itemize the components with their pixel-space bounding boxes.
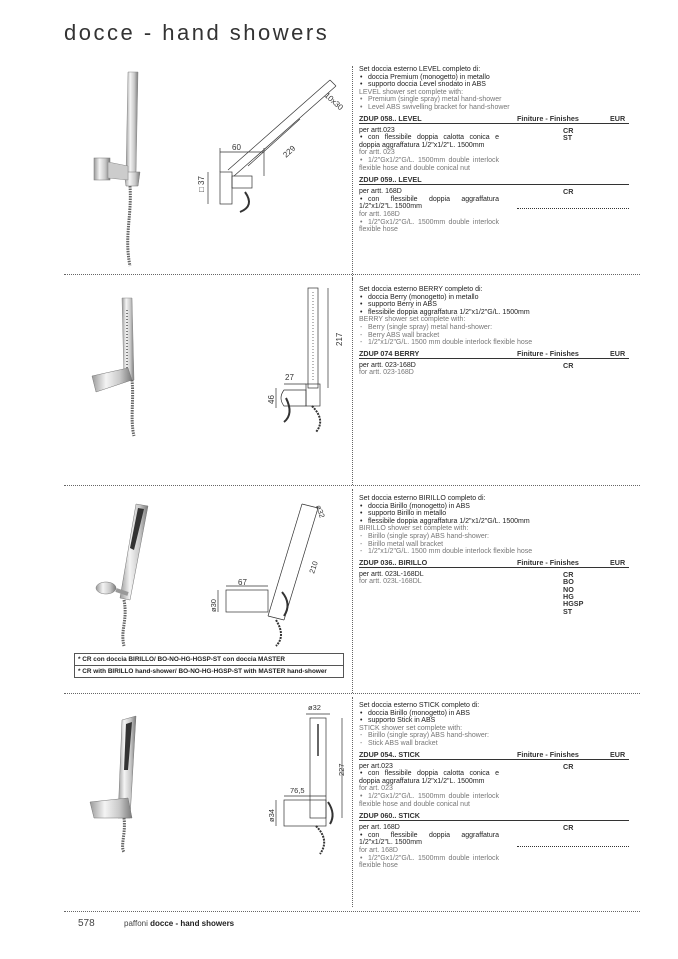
finish-codes xyxy=(563,188,573,195)
product-for-it: per art. 168D xyxy=(359,824,400,832)
page-title: docce - hand showers xyxy=(64,20,330,45)
finishes-label: Finiture - Finishes xyxy=(517,557,579,567)
list-item: - Birillo (single spray) ABS hand-shower: xyxy=(359,732,629,740)
finish-codes xyxy=(563,362,573,369)
berry-technical-drawing xyxy=(276,288,328,432)
product-desc-en: • 1/2"Gx1/2"G/L. 1500mm double interlock flexible hose and double conical nut xyxy=(359,793,499,808)
list-item: - Stick ABS wall bracket xyxy=(359,740,629,748)
level-dim-width: 10x30 xyxy=(322,90,345,113)
level-product-photo xyxy=(94,72,140,266)
birillo-note-en: * CR with BIRILLO hand-shower/ BO-NO-HG-HGSP-ST with MASTER hand-shower xyxy=(75,665,343,677)
list-item: - Birillo (single spray) ABS hand-shower: xyxy=(359,533,629,541)
product-for-it: per artt. 023-168D xyxy=(359,361,416,369)
finishes-label: Finiture - Finishes xyxy=(517,113,579,123)
birillo-en-title: BIRILLO shower set complete with: xyxy=(359,525,469,533)
finish-code: CR xyxy=(563,125,574,135)
product-code: ZDUP 074 BERRY xyxy=(359,348,420,358)
finish-code: ST xyxy=(563,606,573,616)
list-item: • doccia Berry (monogetto) in metallo xyxy=(359,294,629,302)
product-for-en: for artt. 023L-168DL xyxy=(359,578,422,586)
stick-product-header xyxy=(359,812,629,821)
product-row xyxy=(359,569,629,616)
stick-dim-length: 227 xyxy=(337,763,346,776)
product-for-it: per art.023 xyxy=(359,762,393,770)
section-divider xyxy=(64,485,640,486)
level-it-title: Set doccia esterno LEVEL completo di: xyxy=(359,66,481,73)
product-row xyxy=(359,127,629,173)
product-desc-it: • con flessibile doppia calotta conica e doppia aggraffatura 1/2"x1/2"L. 1500mm xyxy=(359,134,499,149)
product-for-en: for art. 168D xyxy=(359,846,398,854)
list-item: - 1/2"x1/2"G/L. 1500 mm double interlock flexible hose xyxy=(359,339,629,347)
product-row xyxy=(359,763,629,809)
birillo-description xyxy=(359,495,629,616)
finish-codes xyxy=(563,571,583,615)
list-item: • doccia Birillo (monogetto) in ABS xyxy=(359,710,629,718)
finish-code: ST xyxy=(563,132,573,142)
product-for-en: for artt. 168D xyxy=(359,210,400,218)
birillo-dim-base: ø30 xyxy=(209,599,218,612)
product-code: ZDUP 036.. BIRILLO xyxy=(359,557,428,567)
stick-product-header xyxy=(359,751,629,760)
level-dim-base: □ 37 xyxy=(197,176,206,192)
finish-codes xyxy=(563,127,573,142)
product-code: ZDUP 060.. STICK xyxy=(359,811,420,821)
list-item: • supporto Birillo in metallo xyxy=(359,510,629,518)
birillo-drawing xyxy=(80,490,350,650)
birillo-note-box xyxy=(74,653,344,678)
product-row xyxy=(359,824,629,870)
level-en-title: LEVEL shower set complete with: xyxy=(359,88,464,96)
finishes-label: Finiture - Finishes xyxy=(517,348,579,358)
footer-section: docce - hand showers xyxy=(150,919,235,928)
berry-dim-height: 46 xyxy=(267,395,276,404)
product-desc-en: • 1/2"Gx1/2"G/L. 1500mm double interlock flexible hose and double conical nut xyxy=(359,157,499,172)
product-code: ZDUP 058.. LEVEL xyxy=(359,113,422,123)
birillo-dim-length: 210 xyxy=(307,559,320,575)
list-item: • doccia Premium (monogetto) in metallo xyxy=(359,74,629,82)
stick-dim-base: ø34 xyxy=(267,809,276,822)
list-item: - 1/2"x1/2"G/L. 1500 mm double interlock flexible hose xyxy=(359,548,629,556)
list-item: • flessibile doppia aggraffatura 1/2"x1/2"G/L. 1500mm xyxy=(359,309,629,317)
berry-product-header xyxy=(359,350,629,359)
column-divider xyxy=(352,278,353,485)
finish-code: CR xyxy=(563,823,574,833)
stick-technical-drawing xyxy=(276,714,342,854)
column-divider xyxy=(352,66,353,280)
level-drawing xyxy=(80,66,350,274)
level-dim-length: 229 xyxy=(281,143,298,160)
column-divider xyxy=(352,489,353,693)
birillo-product-header xyxy=(359,559,629,568)
product-desc-it: • con flessibile doppia aggraffatura 1/2"x1/2"L. 1500mm xyxy=(359,832,499,847)
product-row xyxy=(359,188,629,234)
list-item: - Berry ABS wall bracket xyxy=(359,332,629,340)
stick-drawing xyxy=(80,700,350,906)
list-item: - Berry (single spray) metal hand-shower: xyxy=(359,324,629,332)
berry-en-title: BERRY shower set complete with: xyxy=(359,316,466,324)
berry-dim-depth: 27 xyxy=(285,373,294,382)
berry-dim-length: 217 xyxy=(335,332,344,346)
birillo-dim-diameter: ø32 xyxy=(314,503,327,519)
eur-label: EUR xyxy=(610,557,626,567)
product-for-it: per artt.023 xyxy=(359,126,395,134)
stick-description xyxy=(359,702,629,870)
stick-dim-diameter: ø32 xyxy=(308,703,321,712)
level-dim-depth: 60 xyxy=(232,143,241,152)
level-description xyxy=(359,66,629,234)
birillo-note-it: * CR con doccia BIRILLO/ BO-NO-HG-HGSP-ST con doccia MASTER xyxy=(78,656,285,663)
berry-it-title: Set doccia esterno BERRY completo di: xyxy=(359,286,483,293)
section-divider xyxy=(64,693,640,694)
product-desc-en: • 1/2"Gx1/2"G/L. 1500mm double interlock flexible hose xyxy=(359,219,499,234)
page-number: 578 xyxy=(78,918,95,929)
finish-codes xyxy=(563,763,573,770)
berry-drawing xyxy=(80,280,350,484)
birillo-product-photo xyxy=(96,504,148,646)
product-for-en: for art. 023 xyxy=(359,785,393,793)
list-item: • Premium (single spray) metal hand-shower xyxy=(359,96,629,104)
section-divider xyxy=(64,911,640,912)
footer-label xyxy=(124,919,234,928)
product-desc-it: • con flessibile doppia aggraffatura 1/2"x1/2"L. 1500mm xyxy=(359,196,499,211)
finish-code: HGSP xyxy=(563,599,584,609)
section-divider xyxy=(64,274,640,275)
brand-name: paffoni xyxy=(124,919,148,928)
product-desc-en: • 1/2"Gx1/2"G/L. 1500mm double interlock flexible hose xyxy=(359,855,499,870)
level-product-header xyxy=(359,115,629,124)
finish-code: NO xyxy=(563,584,574,594)
eur-label: EUR xyxy=(610,348,626,358)
product-code: ZDUP 059.. LEVEL xyxy=(359,175,422,185)
product-for-it: per artt. 168D xyxy=(359,188,402,196)
list-item: • supporto doccia Level snodato in ABS xyxy=(359,81,629,89)
berry-product-photo xyxy=(92,298,134,436)
product-code: ZDUP 054.. STICK xyxy=(359,749,420,759)
birillo-dim-depth: 67 xyxy=(238,578,247,587)
birillo-technical-drawing xyxy=(218,504,318,646)
level-technical-drawing xyxy=(208,80,336,212)
product-for-en: for artt. 023 xyxy=(359,149,395,157)
list-item: • flessibile doppia aggraffatura 1/2"x1/2"G/L. 1500mm xyxy=(359,518,629,526)
eur-label: EUR xyxy=(610,113,626,123)
stick-product-photo xyxy=(90,716,136,852)
finish-code: HG xyxy=(563,591,574,601)
list-item: • supporto Berry in ABS xyxy=(359,301,629,309)
list-item: • supporto Stick in ABS xyxy=(359,717,629,725)
birillo-it-title: Set doccia esterno BIRILLO completo di: xyxy=(359,495,486,502)
column-divider xyxy=(352,697,353,907)
finish-code: BO xyxy=(563,577,574,587)
finish-codes xyxy=(563,824,573,831)
product-desc-it: • con flessibile doppia calotta conica e doppia aggraffatura 1/2"x1/2"L. 1500mm xyxy=(359,770,499,785)
list-item: • Level ABS swivelling bracket for hand-shower xyxy=(359,104,629,112)
stick-en-title: STICK shower set complete with: xyxy=(359,724,463,732)
eur-label: EUR xyxy=(610,749,626,759)
finish-code: CR xyxy=(563,360,574,370)
product-for-it: per artt. 023L-168DL xyxy=(359,570,424,578)
finish-code: CR xyxy=(563,761,574,771)
list-item: - Birillo metal wall bracket xyxy=(359,541,629,549)
finishes-label: Finiture - Finishes xyxy=(517,749,579,759)
berry-description xyxy=(359,286,629,377)
finish-code: CR xyxy=(563,569,574,579)
product-row xyxy=(359,362,629,377)
product-for-en: for artt. 023-168D xyxy=(359,369,414,377)
stick-dim-depth: 76,5 xyxy=(290,786,305,795)
stick-it-title: Set doccia esterno STICK completo di: xyxy=(359,702,480,709)
level-product-header xyxy=(359,176,629,185)
finish-code: CR xyxy=(563,187,574,197)
list-item: • doccia Birillo (monogetto) in ABS xyxy=(359,503,629,511)
